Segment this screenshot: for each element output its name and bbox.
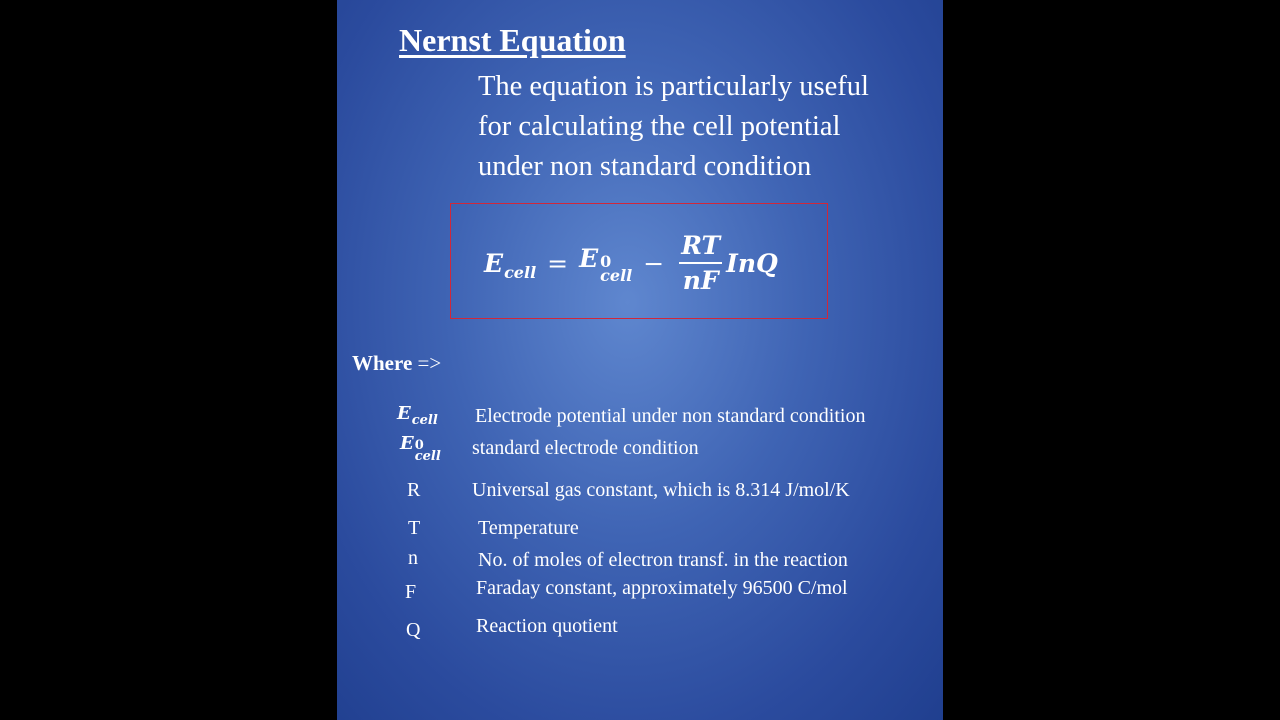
where-label: [352, 351, 441, 376]
definition-symbol: R: [407, 479, 421, 501]
zero-superscript: 0: [600, 251, 612, 271]
cell-subscript: cell: [504, 262, 537, 282]
equation-box: [450, 203, 828, 319]
definition-symbol: F: [405, 581, 417, 603]
e-standard-term: [579, 244, 632, 283]
definition-text: Reaction quotient: [476, 615, 618, 637]
fraction-numerator: RT: [679, 232, 722, 264]
definition-text: Temperature: [478, 517, 579, 539]
where-arrow: =>: [417, 351, 442, 375]
intro-line: under non standard condition: [478, 151, 812, 182]
definition-text: Electrode potential under non standard condition: [475, 405, 866, 427]
e-symbol: E: [484, 248, 504, 278]
where-word: Where: [352, 351, 413, 375]
slide-title: Nernst Equation: [399, 22, 626, 58]
definition-text: standard electrode condition: [472, 437, 699, 459]
rt-over-nf-fraction: [679, 232, 722, 295]
minus-sign: −: [643, 248, 665, 278]
definition-symbol: Q: [406, 619, 421, 641]
intro-text: [478, 67, 938, 187]
definition-text: Universal gas constant, which is 8.314 J/mol/K: [472, 479, 850, 501]
intro-line: The equation is particularly useful: [478, 71, 869, 102]
fraction-denominator: nF: [682, 265, 719, 295]
log-term: InQ: [726, 248, 778, 278]
equals-sign: =: [547, 248, 569, 278]
definition-text: No. of moles of electron transf. in the reaction: [478, 549, 848, 571]
e-symbol: E: [579, 243, 599, 273]
definition-symbol: E 0 cell: [400, 433, 441, 464]
slide: [337, 0, 943, 720]
definition-symbol: T: [408, 517, 421, 539]
definition-text: Faraday constant, approximately 96500 C/mol: [476, 577, 848, 599]
nernst-equation: [484, 226, 778, 300]
cell-subscript: cell: [600, 265, 633, 285]
definition-symbol: n: [408, 547, 418, 569]
definition-symbol: E cell: [397, 403, 438, 428]
intro-line: for calculating the cell potential: [478, 111, 841, 142]
e-cell-term: [484, 248, 537, 282]
